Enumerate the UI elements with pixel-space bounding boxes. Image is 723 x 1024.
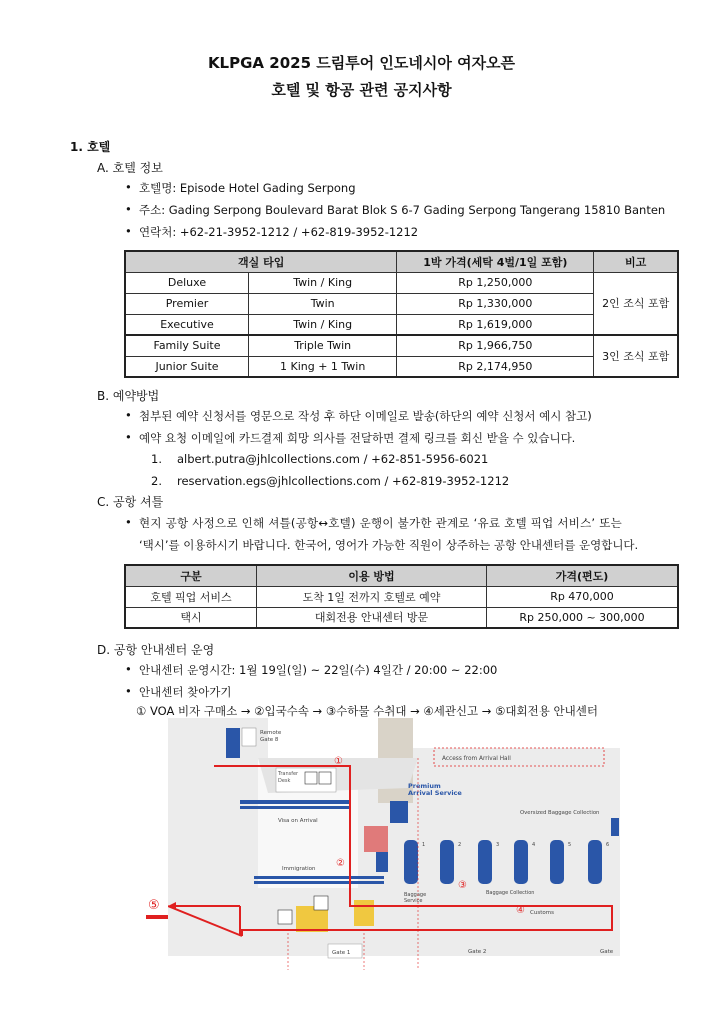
map-premium-label-2: Arrival Service: [408, 789, 462, 797]
booking-instruction: • 첨부된 예약 신청서를 영문으로 작성 후 하단 이메일로 발송(하단의 예약 신청서 예시 참고): [139, 408, 592, 424]
info-center-heading: D. 공항 안내센터 운영: [97, 643, 215, 657]
table-header: 비고: [594, 251, 678, 272]
contact-email-2[interactable]: reservation.egs@jhlcollections.com / +62-819-3952-1212: [177, 474, 510, 488]
table-header: 가격(편도): [487, 565, 679, 586]
bed-type: Twin / King: [249, 314, 397, 335]
map-baggage-service-label: Baggage: [404, 892, 427, 898]
map-info-counter: [354, 900, 374, 926]
room-price: Rp 1,619,000: [397, 314, 594, 335]
bed-type: Twin: [249, 293, 397, 314]
room-price: Rp 1,330,000: [397, 293, 594, 314]
hotel-address: • 주소: Gading Serpong Boulevard Barat Blok S 6-7 Gading Serpong Tangerang 15810 Banten: [139, 202, 665, 218]
map-oversized-label: Oversized Baggage Collection: [520, 810, 600, 816]
table-row: [125, 272, 678, 293]
carousel-number: 3: [496, 842, 500, 848]
map-immigration-label: Immigration: [282, 866, 316, 872]
map-marker-1: ①: [334, 756, 343, 767]
map-baggage-service-label-2: Service: [404, 898, 423, 904]
map-remote-gate-label-2: Gate 8: [260, 737, 279, 743]
document-subtitle: 호텔 및 항공 관련 공지사항: [271, 81, 452, 99]
table-row: [125, 607, 678, 628]
airport-map: [168, 718, 620, 970]
room-note: 3인 조식 포함: [594, 335, 678, 377]
map-access-label: Access from Arrival Hall: [442, 756, 511, 762]
map-gate-2: Gate 2: [468, 949, 487, 955]
hotel-name: • 호텔명: Episode Hotel Gading Serpong: [139, 180, 356, 196]
map-gate-1: Gate 1: [332, 950, 351, 956]
transport-type: 호텔 픽업 서비스: [125, 586, 257, 607]
room-type: Executive: [125, 314, 249, 335]
table-header: 1박 가격(세탁 4벌/1일 포함): [397, 251, 594, 272]
elevator-icon: [278, 910, 292, 924]
room-type: Junior Suite: [125, 356, 249, 377]
bed-type: Twin / King: [249, 272, 397, 293]
room-note: 2인 조식 포함: [594, 272, 678, 335]
map-transfer-label: Transfer: [278, 771, 299, 777]
contact-number: 2.: [151, 474, 162, 488]
shuttle-heading: C. 공항 셔틀: [97, 495, 164, 509]
map-voa-label: Visa on Arrival: [278, 818, 318, 824]
carousel-number: 5: [568, 842, 572, 848]
hotel-contact: • 연락처: +62-21-3952-1212 / +62-819-3952-1212: [139, 224, 418, 240]
bed-type: Triple Twin: [249, 335, 397, 356]
room-type: Family Suite: [125, 335, 249, 356]
map-remote-gate-block: [226, 728, 240, 758]
transport-method: 대회전용 안내센터 방문: [257, 607, 487, 628]
info-center-bar: [146, 915, 168, 919]
info-center-hours: • 안내센터 운영시간: 1월 19일(일) ~ 22일(수) 4일간 / 20:00 ~ 22:00: [139, 662, 497, 678]
contact-email-1[interactable]: albert.putra@jhlcollections.com / +62-851-5956-6021: [177, 452, 489, 466]
map-premium-desk: [390, 801, 408, 823]
room-price: Rp 1,250,000: [397, 272, 594, 293]
info-center-directions: • 안내센터 찾아가기: [139, 684, 232, 700]
transport-price: Rp 250,000 ~ 300,000: [487, 607, 679, 628]
bed-type: 1 King + 1 Twin: [249, 356, 397, 377]
table-row: [125, 586, 678, 607]
transport-price: Rp 470,000: [487, 586, 679, 607]
booking-heading: B. 예약방법: [97, 389, 160, 403]
map-immigration-booth: [364, 826, 388, 852]
route-steps: ① VOA 비자 구매소 → ②입국수속 → ③수하물 수취대 → ④세관신고 → ⑤대회전용 안내센터: [136, 704, 598, 718]
room-price-table: [124, 250, 679, 378]
map-transfer-label-2: Desk: [278, 778, 291, 784]
document-title: KLPGA 2025 드림투어 인도네시아 여자오픈: [207, 54, 516, 72]
transport-method: 도착 1일 전까지 호텔로 예약: [257, 586, 487, 607]
elevator-icon: [305, 772, 317, 784]
table-row: [125, 335, 678, 356]
transport-type: 택시: [125, 607, 257, 628]
section-hotel-heading: 1. 호텔: [70, 140, 111, 154]
escalator-icon: [319, 772, 331, 784]
map-gate-3: Gate: [600, 949, 614, 955]
map-remote-gate-label: Remote: [260, 730, 282, 736]
escalator-icon: [314, 896, 328, 910]
carousel-number: 6: [606, 842, 610, 848]
room-type: Deluxe: [125, 272, 249, 293]
map-premium-label: Premium: [408, 782, 441, 790]
room-price: Rp 1,966,750: [397, 335, 594, 356]
map-marker-5-outer: ⑤: [148, 898, 160, 913]
contact-number: 1.: [151, 452, 162, 466]
shuttle-notice: • 현지 공항 사정으로 인해 셔틀(공항↔호텔) 운행이 불가한 관계로 ‘유료 호텔 픽업 서비스’ 또는: [139, 515, 622, 531]
map-marker-3: ③: [458, 880, 467, 891]
carousel-number: 4: [532, 842, 536, 848]
map-customs-label: Customs: [530, 910, 554, 916]
shuttle-notice-cont: ‘택시’를 이용하시기 바랍니다. 한국어, 영어가 가능한 직원이 상주하는 공항 안내센터를 운영합니다.: [139, 538, 639, 552]
map-marker-2: ②: [336, 858, 345, 869]
hotel-info-heading: A. 호텔 정보: [97, 161, 163, 175]
table-header: 객실 타입: [125, 251, 397, 272]
carousel-number: 1: [422, 842, 426, 848]
table-header: 구분: [125, 565, 257, 586]
transport-table: [124, 564, 679, 629]
room-type: Premier: [125, 293, 249, 314]
booking-instruction: • 예약 요청 이메일에 카드결제 희망 의사를 전달하면 결제 링크를 회신 받을 수 있습니다.: [139, 430, 575, 446]
map-baggage-collection-label: Baggage Collection: [486, 890, 535, 896]
table-header: 이용 방법: [257, 565, 487, 586]
map-marker-4: ④: [516, 905, 525, 916]
carousel-number: 2: [458, 842, 462, 848]
room-price: Rp 2,174,950: [397, 356, 594, 377]
